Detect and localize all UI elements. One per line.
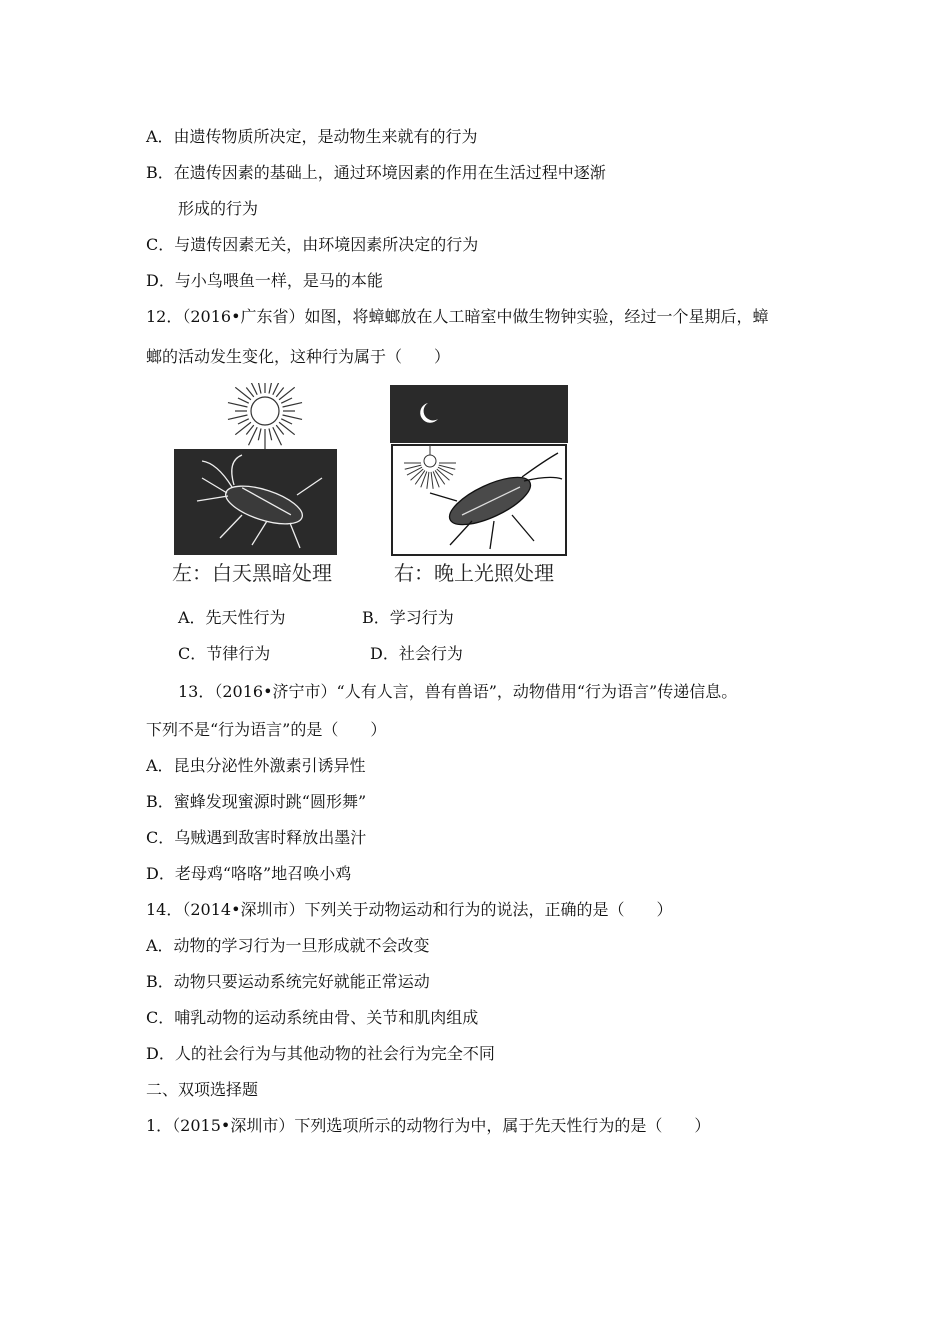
night-sky [390,385,568,443]
text-line-q13-stem-1: 13．（2016•济宁市）“人有人言，兽有兽语”，动物借用“行为语言”传递信息。 [178,682,738,701]
text-line-q12-b: B．学习行为 [362,608,454,627]
text-line-q12-c: C．节律行为 [178,644,271,663]
text-line-q14-b: B．动物只要运动系统完好就能正常运动 [146,972,430,991]
text-line-q11-b-cont: 形成的行为 [178,199,259,218]
text-line-q14-stem: 14．（2014•深圳市）下列关于动物运动和行为的说法，正确的是（ ） [146,900,673,919]
sun-icon [228,383,302,449]
figure-caption-left: 左：白天黑暗处理 [172,561,332,585]
text-line-q13-stem-2: 下列不是“行为语言”的是（ ） [146,720,387,739]
figure-caption-right: 右：晚上光照处理 [394,561,554,585]
text-line-q12-a: A．先天性行为 [178,608,286,627]
right-panel [390,385,568,555]
text-line-section-2: 二、双项选择题 [146,1080,259,1099]
text-line-q13-a: A．昆虫分泌性外激素引诱异性 [146,756,366,775]
text-line-q14-a: A．动物的学习行为一旦形成就不会改变 [146,936,430,955]
text-line-q13-d: D．老母鸡“咯咯”地召唤小鸡 [146,864,352,883]
text-line-q11-a: A．由遗传物质所决定，是动物生来就有的行为 [146,127,478,146]
text-line-q12-stem-2: 螂的活动发生变化，这种行为属于（ ） [146,347,451,366]
text-line-q11-c: C．与遗传因素无关，由环境因素所决定的行为 [146,235,479,254]
text-line-dq1-stem: 1．（2015•深圳市）下列选项所示的动物行为中，属于先天性行为的是（ ） [146,1116,711,1135]
text-line-q12-stem-1: 12．（2016•广东省）如图，将蟑螂放在人工暗室中做生物钟实验，经过一个星期后，蟑 [146,307,769,326]
text-line-q11-d: D．与小鸟喂鱼一样，是马的本能 [146,271,383,290]
text-line-q14-d: D．人的社会行为与其他动物的社会行为完全不同 [146,1044,495,1063]
text-line-q12-d: D．社会行为 [370,644,463,663]
text-line-q13-c: C．乌贼遇到敌害时释放出墨汁 [146,828,367,847]
left-panel [174,383,337,555]
text-line-q13-b: B．蜜蜂发现蜜源时跳“圆形舞” [146,792,367,811]
text-line-q11-b: B．在遗传因素的基础上，通过环境因素的作用在生活过程中逐渐 [146,163,606,182]
text-line-q14-c: C．哺乳动物的运动系统由骨、关节和肌肉组成 [146,1008,479,1027]
